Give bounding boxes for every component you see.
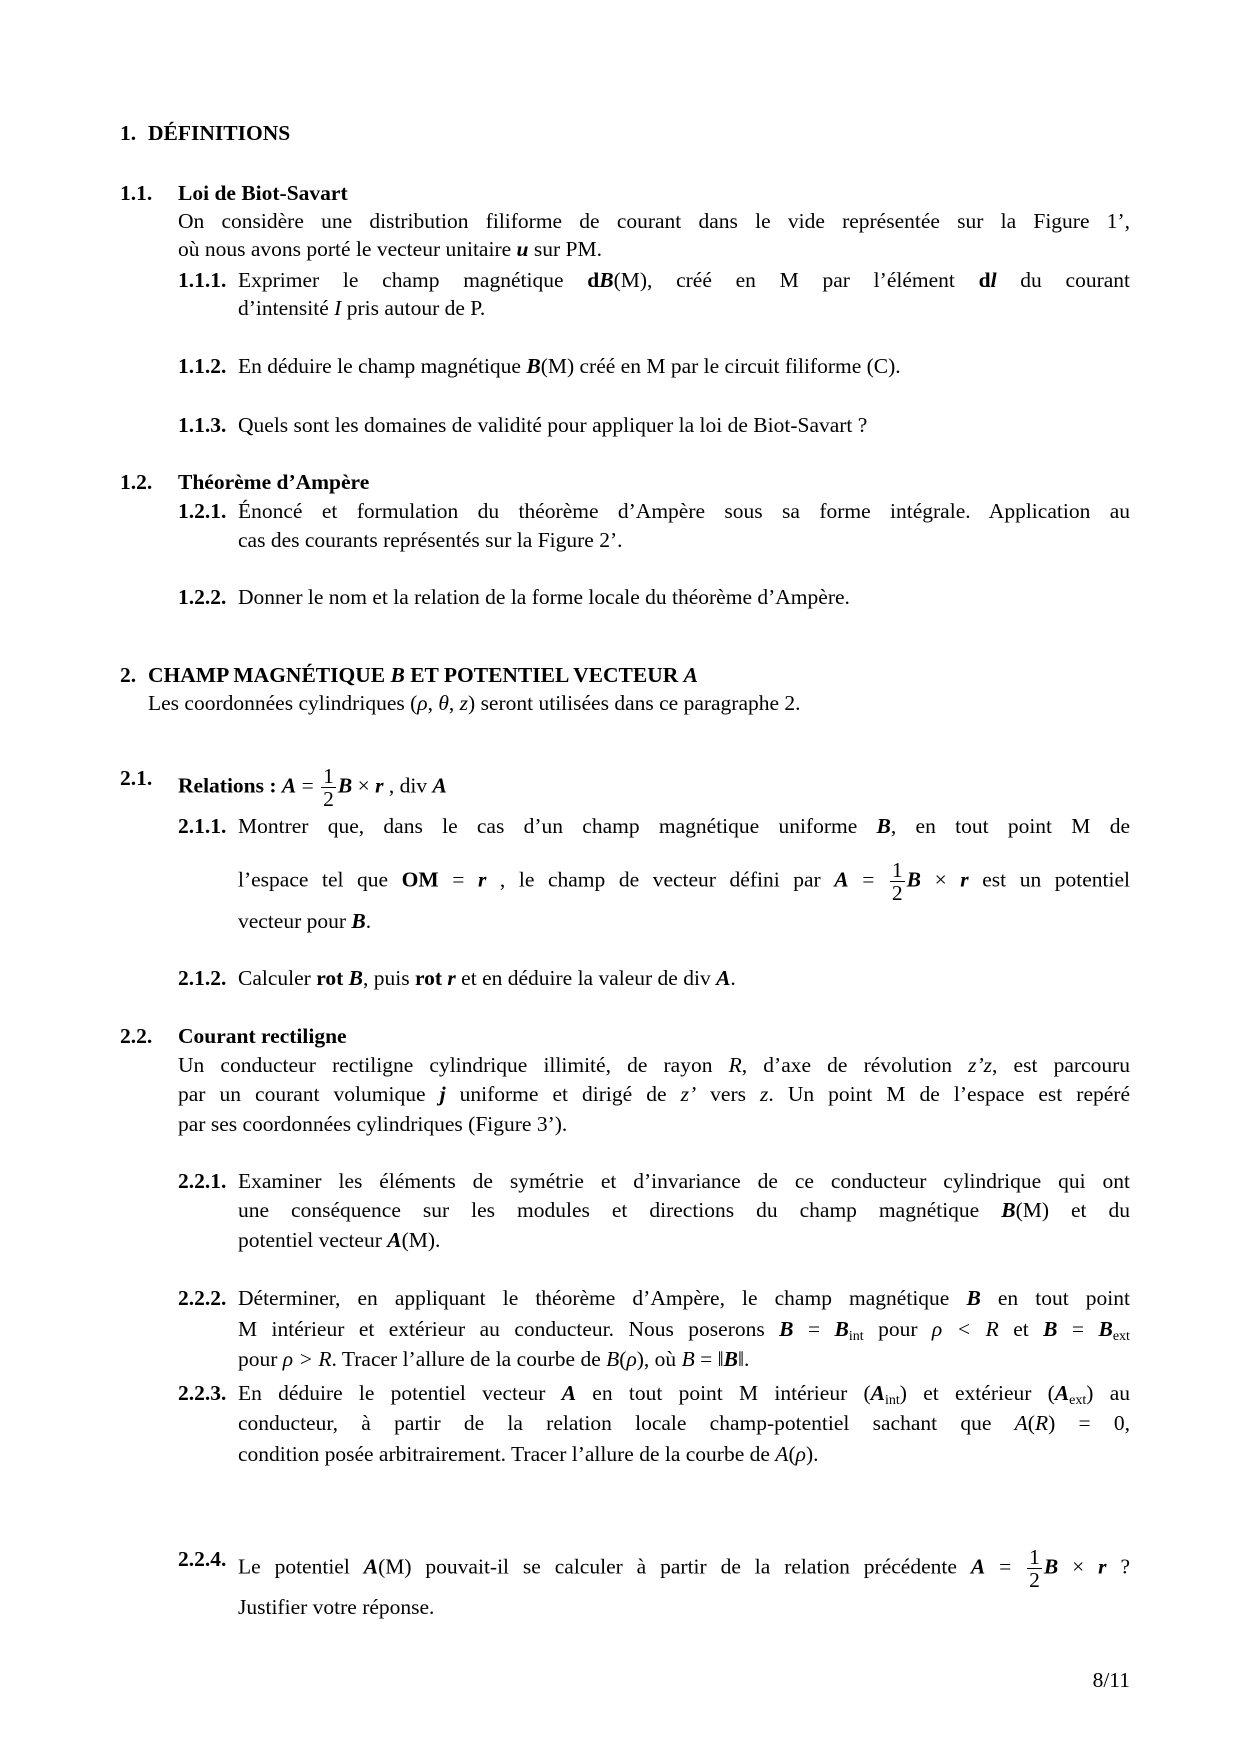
text-segment: et xyxy=(998,1317,1044,1341)
text-segment: = xyxy=(296,773,320,798)
text-segment: A xyxy=(775,1442,789,1466)
text-segment: (M) créé en M par le circuit filiforme (C). xyxy=(540,354,901,378)
text-segment: uniforme et dirigé de xyxy=(445,1082,681,1106)
text-segment: ) seront utilisées dans ce paragraphe 2. xyxy=(468,691,801,715)
question-text xyxy=(238,498,1130,525)
text-segment: = ‖ xyxy=(694,1347,724,1371)
text-segment: vecteur pour xyxy=(238,909,352,933)
subsection-heading xyxy=(178,469,369,496)
text-line xyxy=(178,236,602,263)
text-segment: , xyxy=(448,691,460,715)
subsection-heading xyxy=(178,765,447,810)
question-text xyxy=(238,1441,818,1468)
question-number: 1.1.1. xyxy=(178,268,227,292)
text-segment: d xyxy=(978,268,991,292)
text-segment: B xyxy=(966,1286,981,1310)
text-segment: . Tracer l’allure de la courbe de xyxy=(331,1347,607,1371)
question-text xyxy=(238,353,901,380)
subsection-heading xyxy=(178,180,348,207)
text-segment: OM xyxy=(401,867,439,892)
text-segment: z xyxy=(459,691,469,715)
text-segment: (M), créé en M par l’élément xyxy=(613,268,979,292)
text-segment: Examiner les éléments de symétrie et d’invariance de ce conducteur cylindrique qui ont xyxy=(238,1169,1130,1193)
text-segment: ) et extérieur ( xyxy=(899,1381,1055,1405)
fraction-denominator: 2 xyxy=(323,787,334,811)
text-segment: B xyxy=(348,966,363,990)
text-segment: En déduire le champ magnétique xyxy=(238,354,527,378)
text-segment: Énoncé et formulation du théorème d’Ampère sous sa forme intégrale. Application au xyxy=(238,499,1130,523)
text-segment: Théorème d’Ampère xyxy=(178,470,370,494)
text-segment: , le champ de vecteur défini par xyxy=(486,867,835,892)
question-text xyxy=(238,267,1130,294)
text-segment: = xyxy=(985,1554,1026,1579)
text-segment: ext xyxy=(1112,1329,1130,1344)
text-segment: int xyxy=(848,1329,864,1344)
question-text xyxy=(238,1168,1130,1195)
text-segment: ρ xyxy=(626,1347,637,1371)
text-segment: B xyxy=(681,1347,695,1371)
text-segment: . xyxy=(730,966,736,990)
question-number: 1.1.3. xyxy=(178,413,227,437)
page-number: 8/11 xyxy=(1092,1668,1130,1692)
text-segment: B xyxy=(526,354,541,378)
text-segment: pour xyxy=(863,1317,932,1341)
text-segment: ρ < R xyxy=(931,1317,999,1341)
question-text xyxy=(238,965,736,992)
text-segment: = xyxy=(1057,1317,1099,1341)
text-segment: A xyxy=(834,867,849,892)
text-segment: r xyxy=(960,867,969,892)
text-segment: Les coordonnées cylindriques ( xyxy=(148,691,418,715)
text-segment: j xyxy=(439,1082,446,1106)
question-number: 2.1.2. xyxy=(178,966,227,990)
text-line xyxy=(178,1111,567,1138)
text-segment: Quels sont les domaines de validité pour appliquer la loi de Biot-Savart ? xyxy=(238,413,868,437)
question-number: 2.2.4. xyxy=(178,1547,227,1571)
fraction-numerator: 1 xyxy=(323,764,334,788)
text-segment: = xyxy=(438,867,478,892)
text-segment: Donner le nom et la relation de la forme locale du théorème d’Ampère. xyxy=(238,585,850,609)
text-segment: où nous avons porté le vecteur unitaire xyxy=(178,237,517,261)
section-number: 1.1. xyxy=(120,181,153,205)
text-segment: par un courant volumique xyxy=(178,1082,440,1106)
text-segment: B xyxy=(834,1317,849,1341)
text-line xyxy=(178,1081,1130,1108)
question-text xyxy=(238,908,371,935)
text-segment: × xyxy=(352,773,376,798)
text-segment: A xyxy=(683,663,698,687)
text-segment: A xyxy=(870,1381,886,1405)
text-segment: l xyxy=(990,268,997,292)
text-segment: B xyxy=(1043,1554,1059,1579)
text-line xyxy=(148,690,801,717)
text-segment: , en tout point M de xyxy=(890,814,1130,838)
text-segment: cas des courants représentés sur la Figure 2’. xyxy=(238,528,623,552)
text-segment: A xyxy=(1054,1381,1070,1405)
text-segment: B xyxy=(906,867,922,892)
text-segment: Calculer xyxy=(238,966,317,990)
text-segment: I xyxy=(334,296,342,320)
text-segment: ) au xyxy=(1086,1381,1130,1405)
text-segment: = xyxy=(793,1317,835,1341)
text-segment: Un conducteur rectiligne cylindrique illimité, de rayon xyxy=(178,1053,729,1077)
text-segment: ) = 0, xyxy=(1048,1411,1130,1435)
text-segment: B xyxy=(606,1347,620,1371)
text-segment: en tout point M intérieur ( xyxy=(576,1381,871,1405)
text-segment: B xyxy=(351,909,366,933)
text-segment: est un potentiel xyxy=(968,867,1130,892)
question-text xyxy=(238,1594,434,1621)
text-segment: , d’axe de révolution xyxy=(741,1053,969,1077)
fraction-numerator: 1 xyxy=(891,858,903,882)
text-segment: . xyxy=(365,909,372,933)
text-segment: (M) pouvait-il se calculer à partir de la relation précédente xyxy=(378,1554,971,1579)
question-text xyxy=(238,1346,749,1373)
text-segment: En déduire le potentiel vecteur xyxy=(238,1381,562,1405)
text-segment: Courant rectiligne xyxy=(178,1024,347,1048)
text-segment: A xyxy=(432,773,447,798)
text-segment: r xyxy=(375,773,384,798)
question-number: 2.2.3. xyxy=(178,1381,227,1405)
text-segment: u xyxy=(516,237,529,261)
fraction xyxy=(890,859,905,904)
text-segment: du courant xyxy=(996,268,1130,292)
text-segment: R xyxy=(728,1053,742,1077)
text-segment: sur PM. xyxy=(528,237,602,261)
section-number: 1.2. xyxy=(120,470,153,494)
text-segment: en tout point xyxy=(980,1286,1130,1310)
text-segment: Justifier votre réponse. xyxy=(238,1595,435,1619)
text-segment: ‖. xyxy=(737,1347,750,1371)
text-segment: ? xyxy=(1106,1554,1130,1579)
question-text xyxy=(238,859,1130,904)
section-number: 2.2. xyxy=(120,1024,153,1048)
text-segment: conducteur, à partir de la relation locale champ-potentiel sachant que xyxy=(238,1411,1015,1435)
text-segment: vers xyxy=(696,1082,761,1106)
text-segment: z xyxy=(760,1082,769,1106)
question-text xyxy=(238,1197,1130,1224)
text-segment: B xyxy=(779,1317,794,1341)
question-text xyxy=(238,1410,1130,1437)
text-segment: A xyxy=(970,1554,986,1579)
text-segment: int xyxy=(885,1393,900,1408)
text-segment: A xyxy=(363,1554,379,1579)
text-segment: A xyxy=(561,1381,577,1405)
text-segment: R xyxy=(1034,1411,1049,1435)
section-heading xyxy=(148,662,698,689)
text-segment: Exprimer le champ magnétique xyxy=(238,268,588,292)
text-segment: et en déduire la valeur de div xyxy=(455,966,717,990)
text-segment: z’ xyxy=(680,1082,697,1106)
text-segment: rot xyxy=(414,966,448,990)
fraction xyxy=(321,765,336,810)
question-text xyxy=(238,1316,1130,1350)
question-text xyxy=(238,813,1130,840)
text-segment: B xyxy=(390,663,405,687)
text-segment: ρ xyxy=(417,691,428,715)
text-segment: condition posée arbitrairement. Tracer l’allure de la courbe de xyxy=(238,1442,776,1466)
question-number: 1.2.1. xyxy=(178,499,227,523)
question-text xyxy=(238,1546,1130,1591)
text-segment: θ xyxy=(438,691,449,715)
text-segment: Relations : xyxy=(178,773,282,798)
question-number: 1.1.2. xyxy=(178,354,227,378)
text-segment: B xyxy=(337,773,353,798)
text-segment: l’espace tel que xyxy=(238,867,402,892)
text-segment: ρ xyxy=(795,1442,806,1466)
fraction-numerator: 1 xyxy=(1029,1545,1040,1569)
question-text xyxy=(238,1285,1130,1312)
text-segment: DÉFINITIONS xyxy=(148,121,291,145)
text-segment: d xyxy=(587,268,600,292)
text-segment: ext xyxy=(1069,1393,1087,1408)
text-segment: ( xyxy=(788,1442,796,1466)
text-segment: B xyxy=(1043,1317,1058,1341)
question-number: 1.2.2. xyxy=(178,585,227,609)
text-segment: rot xyxy=(316,966,349,990)
question-text xyxy=(238,1380,1130,1414)
question-number: 2.1.1. xyxy=(178,814,227,838)
text-segment: ). xyxy=(805,1442,819,1466)
question-text xyxy=(238,527,622,554)
text-segment: A xyxy=(1014,1411,1028,1435)
text-segment: ρ > R xyxy=(282,1347,332,1371)
text-segment: (M) et du xyxy=(1015,1198,1130,1222)
text-segment: On considère une distribution filiforme de courant dans le vide représentée sur la Figure 1’, xyxy=(178,209,1130,233)
text-segment: × xyxy=(1058,1554,1099,1579)
text-segment: pour xyxy=(238,1347,283,1371)
text-segment: , est parcouru xyxy=(992,1053,1130,1077)
text-line xyxy=(178,1052,1130,1079)
text-segment: A xyxy=(387,1228,402,1252)
text-segment: z’z xyxy=(968,1053,993,1077)
text-segment: B xyxy=(1001,1198,1016,1222)
text-line xyxy=(178,208,1130,235)
question-text xyxy=(238,295,485,322)
text-segment: . Un point M de l’espace est repéré xyxy=(768,1082,1130,1106)
text-segment: Loi de Biot-Savart xyxy=(178,181,348,205)
text-segment: M intérieur et extérieur au conducteur. Nous poserons xyxy=(238,1317,780,1341)
text-segment: A xyxy=(281,773,297,798)
text-segment: B xyxy=(1098,1317,1113,1341)
text-segment: A xyxy=(716,966,731,990)
question-text xyxy=(238,412,867,439)
text-segment: , puis xyxy=(363,966,415,990)
section-heading xyxy=(148,120,290,147)
text-segment: ET POTENTIEL VECTEUR xyxy=(404,663,684,687)
section-number: 2.1. xyxy=(120,766,153,790)
text-segment: , xyxy=(427,691,439,715)
text-segment: = xyxy=(848,867,888,892)
text-segment: (M). xyxy=(401,1228,441,1252)
section-number: 2. xyxy=(120,663,137,687)
text-segment: B xyxy=(876,814,891,838)
question-text xyxy=(238,584,850,611)
text-segment: pris autour de P. xyxy=(341,296,486,320)
fraction-denominator: 2 xyxy=(1029,1568,1040,1592)
text-segment: ( xyxy=(1027,1411,1035,1435)
text-segment: Le potentiel xyxy=(238,1554,364,1579)
text-segment: CHAMP MAGNÉTIQUE xyxy=(148,663,391,687)
text-segment: r xyxy=(447,966,456,990)
text-segment: × xyxy=(921,867,961,892)
text-segment: par ses coordonnées cylindriques (Figure 3’). xyxy=(178,1112,568,1136)
text-segment: ( xyxy=(619,1347,627,1371)
fraction xyxy=(1027,1546,1042,1591)
text-segment: d’intensité xyxy=(238,296,335,320)
text-segment: B xyxy=(723,1347,738,1371)
text-segment: une conséquence sur les modules et directions du champ magnétique xyxy=(238,1198,1002,1222)
subsection-heading xyxy=(178,1023,347,1050)
question-number: 2.2.2. xyxy=(178,1286,227,1310)
text-segment: , div xyxy=(383,773,433,798)
question-number: 2.2.1. xyxy=(178,1169,227,1193)
text-segment: Montrer que, dans le cas d’un champ magnétique uniforme xyxy=(238,814,877,838)
section-number: 1. xyxy=(120,121,137,145)
text-segment: potentiel vecteur xyxy=(238,1228,388,1252)
text-segment: ), où xyxy=(636,1347,682,1371)
text-segment: Déterminer, en appliquant le théorème d’Ampère, le champ magnétique xyxy=(238,1286,967,1310)
fraction-denominator: 2 xyxy=(891,881,903,905)
text-segment: r xyxy=(477,867,487,892)
text-segment: r xyxy=(1098,1554,1107,1579)
text-segment: B xyxy=(599,268,614,292)
question-text xyxy=(238,1227,440,1254)
